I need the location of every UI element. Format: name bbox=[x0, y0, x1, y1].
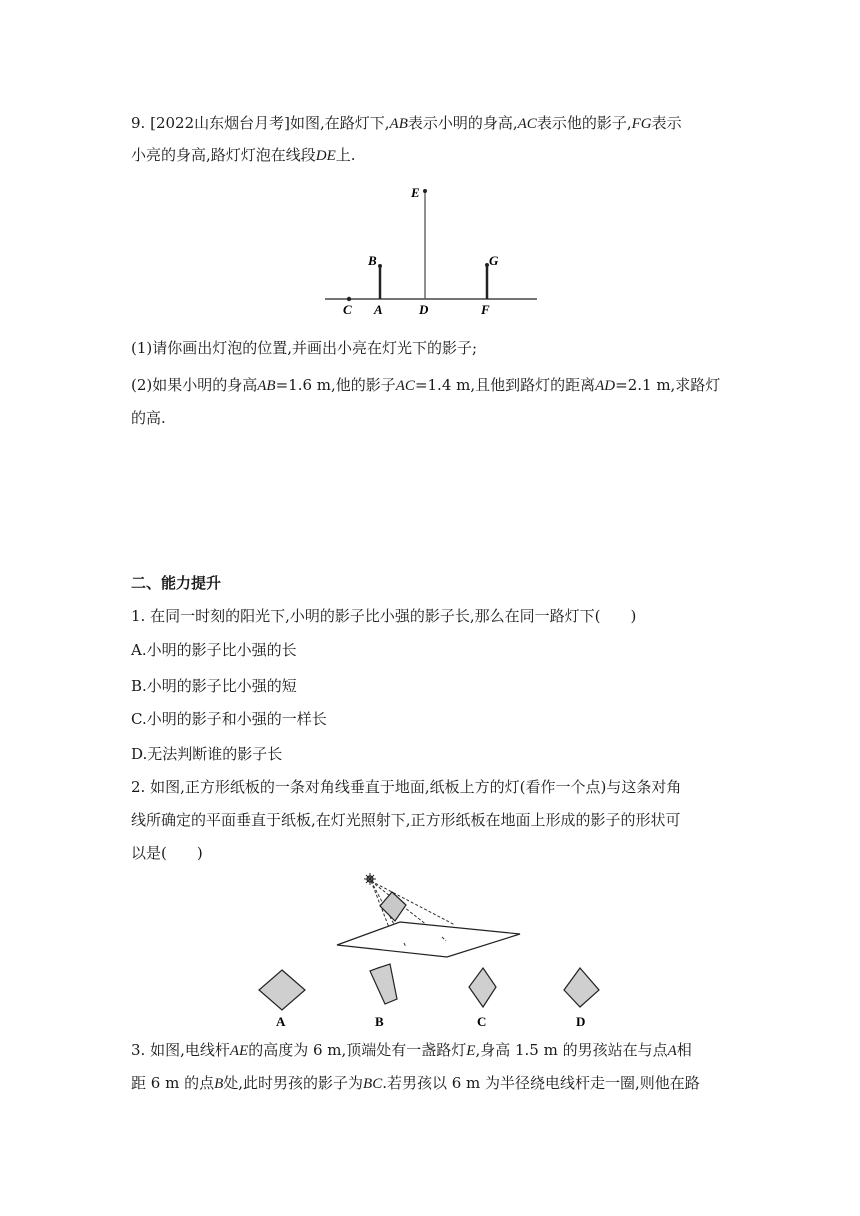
label-E: E bbox=[411, 185, 420, 200]
option-a-shape bbox=[259, 970, 305, 1010]
light-rays bbox=[371, 881, 455, 943]
option-b-shape bbox=[370, 964, 397, 1004]
ground-plane bbox=[337, 922, 520, 957]
q3-line1: 3. 如图,电线杆AE的高度为 6 m,顶端处有一盏路灯E,身高 1.5 m 的男孩站在与点A相 bbox=[131, 1041, 692, 1059]
q9-number: 9. bbox=[131, 114, 146, 132]
point-B bbox=[378, 264, 382, 268]
q9-source: [2022山东烟台月考] bbox=[150, 114, 290, 132]
q1-option-c: C.小明的影子和小强的一样长 bbox=[131, 710, 327, 728]
q1-option-b: B.小明的影子比小强的短 bbox=[131, 677, 297, 695]
q2-line2: 线所确定的平面垂直于纸板,在灯光照射下,正方形纸板在地面上形成的影子的形状可 bbox=[131, 811, 681, 829]
option-d-label: D bbox=[576, 1014, 586, 1029]
q9-sub1: (1)请你画出灯泡的位置,并画出小亮在灯光下的影子; bbox=[131, 339, 478, 357]
lamp-icon bbox=[364, 873, 376, 885]
label-A: A bbox=[374, 302, 383, 317]
point-E bbox=[423, 189, 427, 193]
option-b-label: B bbox=[375, 1014, 384, 1029]
q2-line3: 以是( ) bbox=[131, 844, 203, 862]
section-title: 二、能力提升 bbox=[131, 574, 222, 592]
q9-sub2-line1: (2)如果小明的身高AB=1.6 m,他的影子AC=1.4 m,且他到路灯的距离AD=2.1 m,求路灯 bbox=[131, 376, 721, 394]
q1-stem: 1. 在同一时刻的阳光下,小明的影子比小强的影子长,那么在同一路灯下( ) bbox=[131, 607, 637, 625]
q2-line1: 2. 如图,正方形纸板的一条对角线垂直于地面,纸板上方的灯(看作一个点)与这条对角 bbox=[131, 778, 682, 796]
q9-sub2-line2: 的高. bbox=[131, 409, 166, 427]
point-G bbox=[485, 263, 489, 267]
option-c-shape bbox=[469, 968, 496, 1007]
q1-option-a: A.小明的影子比小强的长 bbox=[131, 641, 297, 659]
q1-option-d: D.无法判断谁的影子长 bbox=[131, 745, 283, 763]
q9-line2: 小亮的身高,路灯灯泡在线段DE上. bbox=[131, 146, 356, 164]
label-F: F bbox=[481, 302, 490, 317]
option-a-label: A bbox=[276, 1014, 286, 1029]
label-D: D bbox=[419, 302, 429, 317]
label-B: B bbox=[368, 253, 377, 268]
q3-line2: 距 6 m 的点B处,此时男孩的影子为BC.若男孩以 6 m 为半径绕电线杆走一圈,则他在路 bbox=[131, 1074, 700, 1092]
label-G: G bbox=[489, 253, 499, 268]
square-board bbox=[380, 892, 406, 921]
q9-line1: 9. [2022山东烟台月考]如图,在路灯下,AB表示小明的身高,AC表示他的影子,FG表示 bbox=[131, 114, 682, 132]
point-C bbox=[347, 297, 351, 301]
option-d-shape bbox=[564, 968, 599, 1007]
option-c-label: C bbox=[477, 1014, 487, 1029]
label-C: C bbox=[343, 302, 352, 317]
